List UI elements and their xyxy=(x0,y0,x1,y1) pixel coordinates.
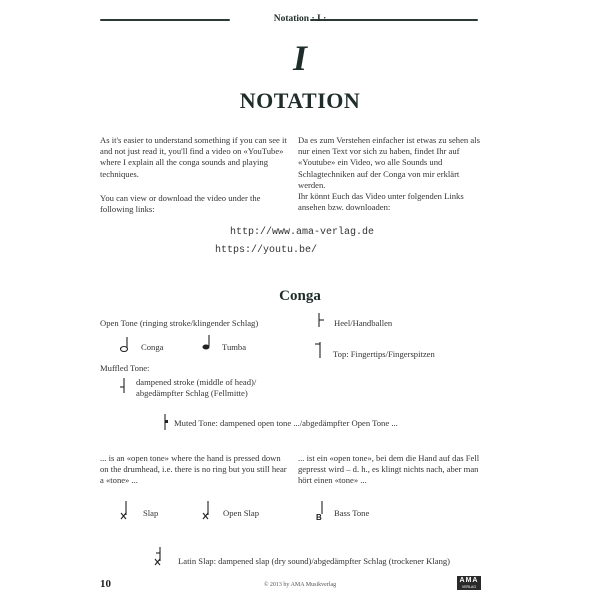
heel-note-icon xyxy=(316,311,326,329)
intro-en-paragraph-2: You can view or download the video under the following links: xyxy=(100,192,261,215)
page-title: NOTATION xyxy=(239,88,361,113)
latin-slap-label: Latin Slap: dampened slap (dry sound)/abgedämpfter Schlag (trockener Klang) xyxy=(178,556,451,566)
intro-de-paragraph-2: Ihr könnt Euch das Video unter folgenden Links ansehen bzw. downloaden: xyxy=(298,191,464,213)
link-youtube[interactable]: https://youtu.be/ xyxy=(215,245,318,256)
page-number: 10 xyxy=(100,578,111,590)
publisher-logo xyxy=(457,576,481,590)
section-title-conga: Conga xyxy=(279,288,321,304)
intro-english xyxy=(100,135,290,215)
link-ama-verlag[interactable]: http://www.ama-verlag.de xyxy=(230,227,375,238)
top-fingertips-note-icon xyxy=(314,340,324,360)
top-label: Top: Fingertips/Fingerspitzen xyxy=(333,349,435,359)
slap-note-icon xyxy=(118,500,130,522)
bass-tone-label: Bass Tone xyxy=(334,508,370,518)
heel-label: Heel/Handballen xyxy=(334,318,393,328)
running-header: Notation · I · xyxy=(273,14,327,24)
muffled-title: Muffled Tone: xyxy=(100,363,150,373)
tumba-label: Tumba xyxy=(222,342,247,352)
copyright: © 2013 by AMA Musikverlag xyxy=(263,582,337,588)
intro-german xyxy=(298,135,488,213)
dampened-label xyxy=(136,377,256,399)
publisher-logo-text: AMA xyxy=(459,577,479,584)
open-slap-label: Open Slap xyxy=(223,508,260,518)
open-tone-label: Open Tone (ringing stroke/klingender Schlag) xyxy=(100,318,259,328)
bass-tone-note-icon xyxy=(314,500,326,522)
slap-label: Slap xyxy=(143,508,159,518)
open-slap-note-icon xyxy=(200,500,212,522)
intro-de-paragraph-1: Da es zum Verstehen einfacher ist etwas zu sehen als nur einen Text vor sich zu haben, findet Ihr auf «Youtube» ein Video, wo alle Sounds und Schlagtechniken auf der Conga von mir erklärt werden. xyxy=(298,135,480,190)
muted-tone-note-icon xyxy=(160,412,170,432)
muted-german: ... ist ein «open tone», bei dem die Hand auf das Fell gepresst wird – d. h., es klingt nichts nach, aber man hört einen «tone» ... xyxy=(298,453,480,486)
latin-slap-note-icon xyxy=(152,546,164,568)
muted-english: ... is an «open tone» where the hand is pressed down on the drumhead, i.e. there is no ring but you still hear a «tone» ... xyxy=(100,453,287,486)
dampened-label-line-1: dampened stroke (middle of head)/ xyxy=(136,377,257,387)
conga-open-note-icon xyxy=(118,336,132,354)
chapter-numeral: I xyxy=(292,38,307,78)
svg-text:B: B xyxy=(316,513,322,522)
muted-tone-label: Muted Tone: dampened open tone .../abgedämpfter Open Tone ... xyxy=(174,418,398,428)
dampened-label-line-2: abgedämpfter Schlag (Fellmitte) xyxy=(136,388,248,399)
intro-en-paragraph-1: As it's easier to understand something if you can see it and not just read it, you'll find a video on «YouTube» where I explain all the conga sounds and playing techniques. xyxy=(100,135,287,179)
publisher-logo-sub: VERLAG xyxy=(461,585,477,589)
tumba-open-note-icon xyxy=(200,334,214,352)
dampened-stroke-note-icon xyxy=(118,376,128,396)
conga-label: Conga xyxy=(141,342,164,352)
